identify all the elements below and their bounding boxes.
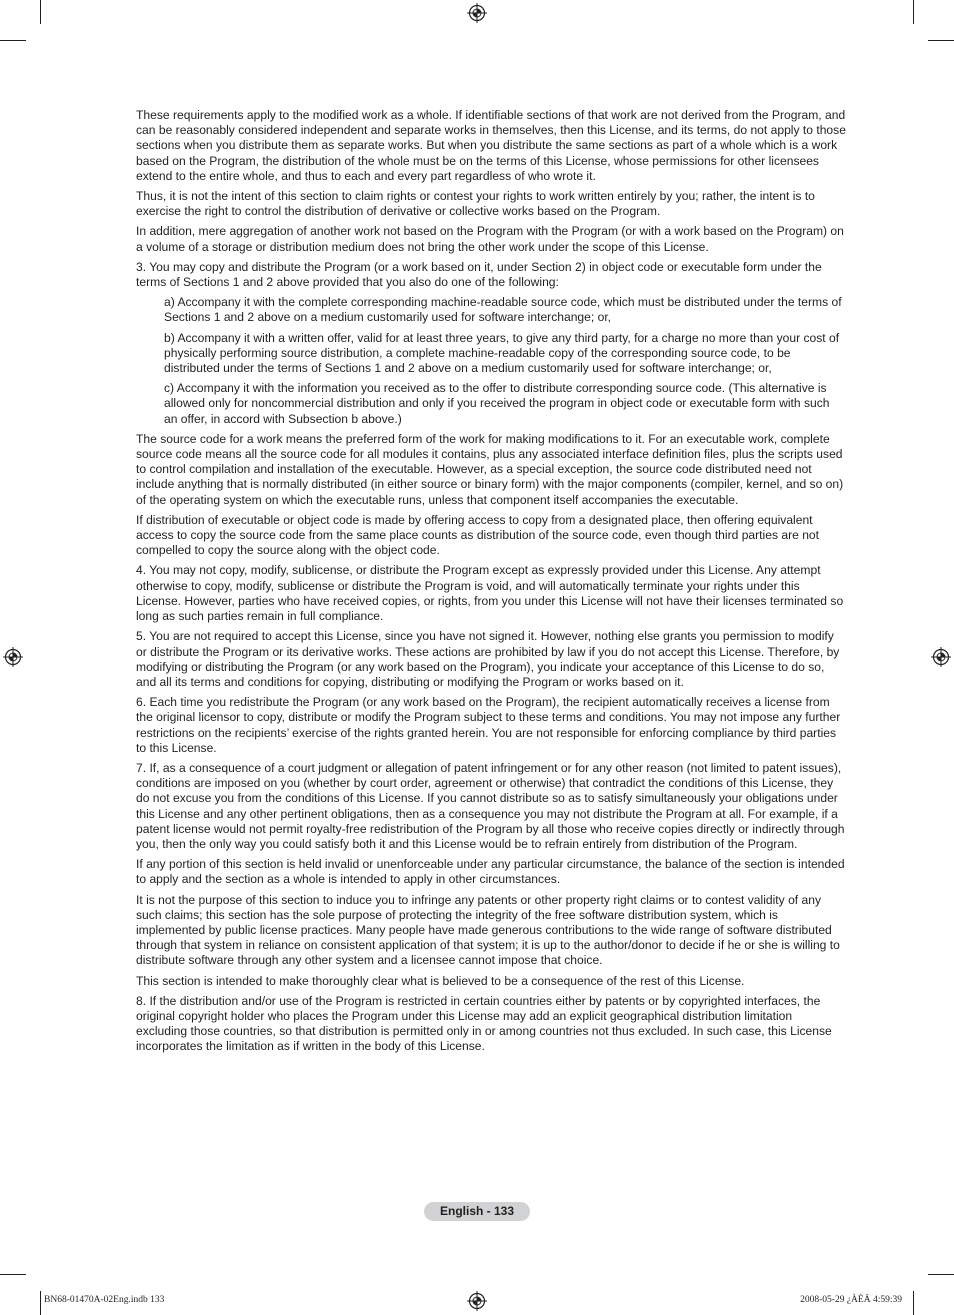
registration-right-icon — [931, 647, 951, 667]
paragraph: These requirements apply to the modified work as a whole. If identifiable sections of that work are not derived from the Program, and can be reasonably considered independent and separate works in themselves, then this License, and its terms, do not apply to those sections when you distribute them as separate works. But when you distribute the same sections as part of a whole which is a work based on the Program, the distribution of the whole must be on the terms of this License, whose permissions for other licensees extend to the entire whole, and thus to each and every part regardless of who wrote it. — [136, 108, 846, 183]
sub-item-b: b) Accompany it with a written offer, valid for at least three years, to give any third party, for a charge no more than your cost of physically performing source distribution, a complete machine-readable copy of the corresponding source code, to be distributed under the terms of Sections 1 and 2 above on a medium customarily used for software interchange; or, — [164, 330, 840, 376]
crop-mark-bottom-right-h — [928, 1274, 954, 1275]
print-timestamp: 2008-05-29 ¿ÀÈÄ 4:59:39 — [800, 1295, 902, 1305]
paragraph: If any portion of this section is held invalid or unenforceable under any particular circumstance, the balance of the section is intended to apply and the section as a whole is intended to apply in other circumstances. — [136, 857, 845, 887]
paragraph-section-3: 3. You may copy and distribute the Program (or a work based on it, under Section 2) in object code or executable form under the terms of Sections 1 and 2 above provided that you also do one of the following: — [136, 259, 822, 290]
paragraph-section-4: 4. You may not copy, modify, sublicense, or distribute the Program except as expressly provided under this License. Any attempt otherwise to copy, modify, sublicense or distribute the Program is void, and will automatically terminate your rights under this License. However, parties who have received copies, or rights, from you under this License will not have their licenses terminated so long as such parties remain in full compliance. — [136, 563, 844, 624]
paragraph-section-6: 6. Each time you redistribute the Program (or any work based on the Program), the recipient automatically receives a license from the original licensor to copy, distribute or modify the Program subject to these terms and conditions. You may not impose any further restrictions on the recipients’ exercise of the rights granted herein. You are not responsible for enforcing compliance by third parties to this License. — [136, 695, 841, 755]
registration-top-icon — [467, 3, 487, 23]
license-body — [136, 108, 846, 1060]
paragraph: In addition, mere aggregation of another work not based on the Program with the Program (or with a work based on the Program) on a volume of a storage or distribution medium does not bring the other work under the scope of this License. — [136, 224, 844, 254]
paragraph: It is not the purpose of this section to induce you to infringe any patents or other property right claims or to contest validity of any such claims; this section has the sole purpose of protecting the integrity of the free software distribution system, which is implemented by public license practices. Many people have made generous contributions to the wide range of software distributed through that system in reliance on consistent application of that system; it is up to the author/donor to decide if he or she is willing to distribute software through any other system and a licensee cannot impose that choice. — [136, 892, 840, 968]
sub-item-c: c) Accompany it with the information you received as to the offer to distribute corresponding source code. (This alternative is allowed only for noncommercial distribution and only if you received the program in object code or executable form with such an offer, in accord with Subsection b above.) — [164, 381, 830, 426]
crop-mark-bottom-left — [40, 1291, 41, 1315]
crop-mark-bottom-right — [913, 1291, 914, 1315]
paragraph-section-5: 5. You are not required to accept this License, since you have not signed it. However, nothing else grants you permission to modify or distribute the Program or its derivative works. These actions are prohibited by law if you do not accept this License. Therefore, by modifying or distributing the Program (or any work based on the Program), you indicate your acceptance of this License to do so, and all its terms and conditions for copying, distributing or modifying the Program or works based on it. — [136, 629, 840, 689]
crop-mark-top-right — [913, 0, 914, 24]
crop-mark-top-right-h — [928, 40, 954, 41]
registration-bottom-icon — [467, 1291, 487, 1311]
print-file-info: BN68-01470A-02Eng.indb 133 — [44, 1295, 165, 1305]
paragraph-section-7: 7. If, as a consequence of a court judgment or allegation of patent infringement or for any other reason (not limited to patent issues), conditions are imposed on you (whether by court order, agreement or otherwise) that contradict the conditions of this License, they do not excuse you from the conditions of this License. If you cannot distribute so as to satisfy simultaneously your obligations under this License and any other pertinent obligations, then as a consequence you may not distribute the Program at all. For example, if a patent license would not permit royalty-free redistribution of the Program by all those who receive copies directly or indirectly through you, then the only way you could satisfy both it and this License would be to refrain entirely from distribution of the Program. — [136, 760, 845, 851]
crop-mark-top-left-h — [0, 40, 26, 41]
paragraph: Thus, it is not the intent of this section to claim rights or contest your rights to work written entirely by you; rather, the intent is to exercise the right to control the distribution of derivative or collective works based on the Program. — [136, 189, 815, 219]
registration-left-icon — [3, 647, 23, 667]
paragraph: The source code for a work means the preferred form of the work for making modifications to it. For an executable work, complete source code means all the source code for all modules it contains, plus any associated interface definition files, plus the scripts used to control compilation and installation of the executable. However, as a special exception, the source code distributed need not include anything that is normally distributed (in either source or binary form) with the major components (compiler, kernel, and so on) of the operating system on which the executable runs, unless that component itself accompanies the executable. — [136, 431, 844, 507]
crop-mark-top-left — [40, 0, 41, 24]
paragraph-section-8: 8. If the distribution and/or use of the Program is restricted in certain countries either by patents or by copyrighted interfaces, the original copyright holder who places the Program under this License may add an explicit geographical distribution limitation excluding those countries, so that distribution is permitted only in or among countries not thus excluded. In such case, this License incorporates the limitation as if written in the body of this License. — [136, 993, 832, 1054]
paragraph: If distribution of executable or object code is made by offering access to copy from a designated place, then offering equivalent access to copy the source code from the same place counts as distribution of the source code, even though third parties are not compelled to copy the source along with the object code. — [136, 512, 820, 558]
paragraph: This section is intended to make thoroughly clear what is believed to be a consequence of the rest of this License. — [136, 973, 745, 988]
crop-mark-bottom-left-h — [0, 1274, 26, 1275]
page-number-badge: English - 133 — [424, 1202, 530, 1221]
sub-item-a: a) Accompany it with the complete corresponding machine-readable source code, which must be distributed under the terms of Sections 1 and 2 above on a medium customarily used for software interchange; or, — [164, 295, 842, 325]
